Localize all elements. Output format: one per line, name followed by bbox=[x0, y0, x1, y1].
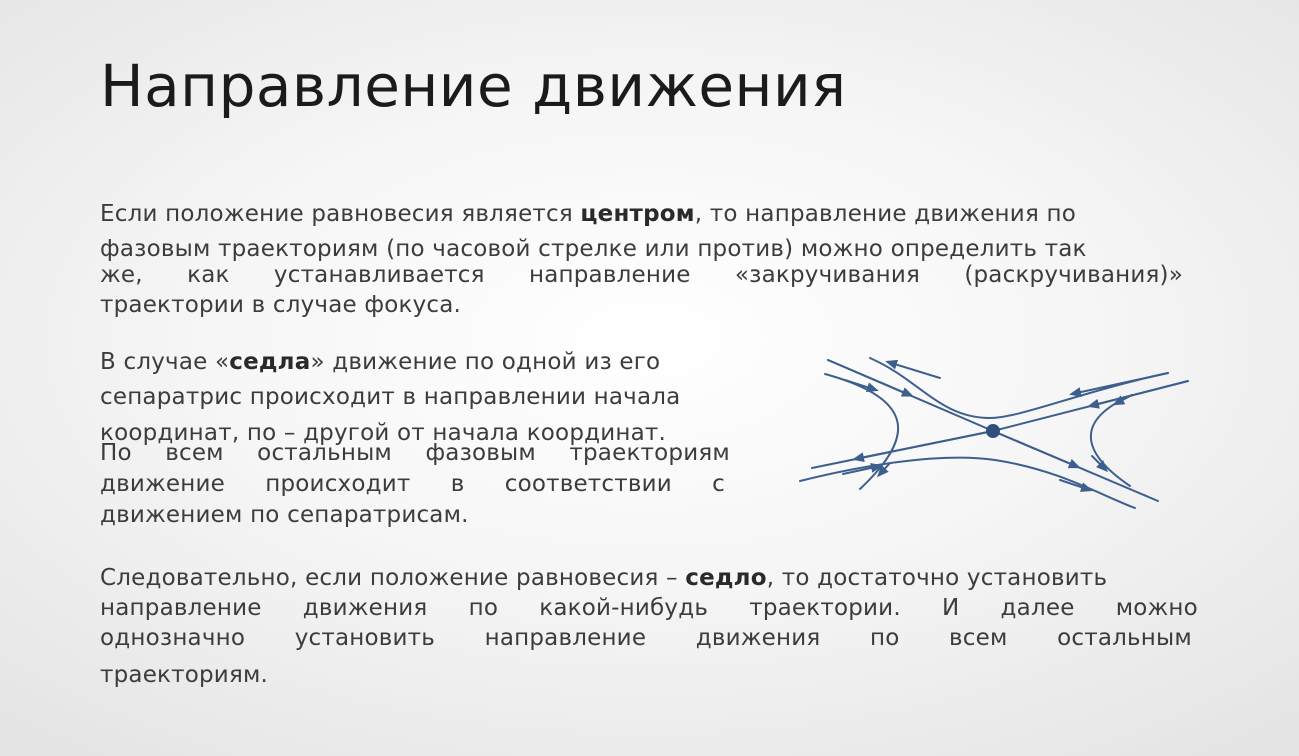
para1-term-center: центром bbox=[580, 201, 695, 227]
trajectory-right bbox=[1091, 395, 1132, 486]
para1-line3-word: «закручивания bbox=[734, 262, 921, 288]
para1-line3 bbox=[100, 264, 1183, 287]
trajectory-top bbox=[870, 358, 1168, 418]
para2-line5-word: в bbox=[450, 471, 465, 497]
para3-line3-word: движения bbox=[695, 625, 821, 651]
para1-line3-word: (раскручивания)» bbox=[964, 262, 1183, 288]
para1-line3-word: направление bbox=[528, 262, 691, 288]
para3-line3-word: остальным bbox=[1057, 625, 1192, 651]
para3-line3 bbox=[100, 627, 1192, 650]
para3-line3-word: однозначно bbox=[100, 625, 246, 651]
para1-line1-post: , то направление движения по bbox=[694, 201, 1077, 227]
para3-line2-word: траектории. bbox=[749, 595, 901, 621]
para3-line2-word: далее bbox=[1000, 595, 1075, 621]
para1-line3-word: как bbox=[187, 262, 230, 288]
trajectory-bottom bbox=[800, 458, 1135, 508]
para1-line1-pre: Если положение равновесия является bbox=[100, 201, 581, 227]
para2-line4 bbox=[100, 442, 730, 465]
para1-line1 bbox=[100, 203, 1076, 226]
separatrix-anti-diagonal bbox=[812, 381, 1188, 468]
para3-line1-pre: Следовательно, если положение равновесия – bbox=[100, 565, 686, 591]
para2-term-saddle: седла bbox=[229, 349, 311, 375]
para1-line4: траектории в случае фокуса. bbox=[100, 292, 462, 318]
para2-line5-word: с bbox=[712, 471, 725, 497]
para2-line4-word: траекториям bbox=[569, 440, 730, 466]
para3-line4: траекториям. bbox=[100, 662, 269, 688]
slide-title: Направление движения bbox=[100, 52, 847, 120]
para2-line4-word: По bbox=[100, 440, 132, 466]
para3-term-saddle: седло bbox=[685, 565, 767, 591]
para3-line3-word: установить bbox=[294, 625, 436, 651]
para2-line3: координат, по – другой от начала координат. bbox=[100, 420, 667, 446]
para2-line5-word: движение bbox=[100, 471, 226, 497]
para2-line2: сепаратрис происходит в направлении начала bbox=[100, 384, 681, 410]
para2-line5-word: происходит bbox=[265, 471, 411, 497]
para2-line5-word: соответствии bbox=[504, 471, 672, 497]
saddle-phase-portrait bbox=[795, 343, 1195, 513]
para1-line3-word: же, bbox=[100, 262, 143, 288]
para3-line2-word: И bbox=[942, 595, 960, 621]
para3-line2-word: движения bbox=[302, 595, 428, 621]
para3-line2-word: можно bbox=[1115, 595, 1198, 621]
para1-line3-word: устанавливается bbox=[273, 262, 485, 288]
para3-line2-word: направление bbox=[100, 595, 262, 621]
para3-line2-word: по bbox=[468, 595, 499, 621]
para2-line1 bbox=[100, 351, 660, 374]
para3-line3-word: направление bbox=[484, 625, 647, 651]
para2-line1-pre: В случае « bbox=[100, 349, 230, 375]
para3-line3-word: всем bbox=[949, 625, 1008, 651]
para2-line6: движением по сепаратрисам. bbox=[100, 502, 469, 528]
para2-line4-word: остальным bbox=[257, 440, 392, 466]
para3-line2 bbox=[100, 597, 1198, 620]
para3-line1 bbox=[100, 567, 1107, 590]
para3-line1-post: , то достаточно установить bbox=[766, 565, 1108, 591]
para3-line2-word: какой-нибудь bbox=[539, 595, 709, 621]
saddle-point bbox=[986, 424, 1000, 438]
para2-line4-word: фазовым bbox=[425, 440, 536, 466]
para2-line1-post: » движение по одной из его bbox=[310, 349, 661, 375]
para2-line5 bbox=[100, 473, 725, 496]
para1-line2: фазовым траекториям (по часовой стрелке или против) можно определить так bbox=[100, 236, 1087, 262]
para3-line3-word: по bbox=[869, 625, 900, 651]
para2-line4-word: всем bbox=[165, 440, 224, 466]
